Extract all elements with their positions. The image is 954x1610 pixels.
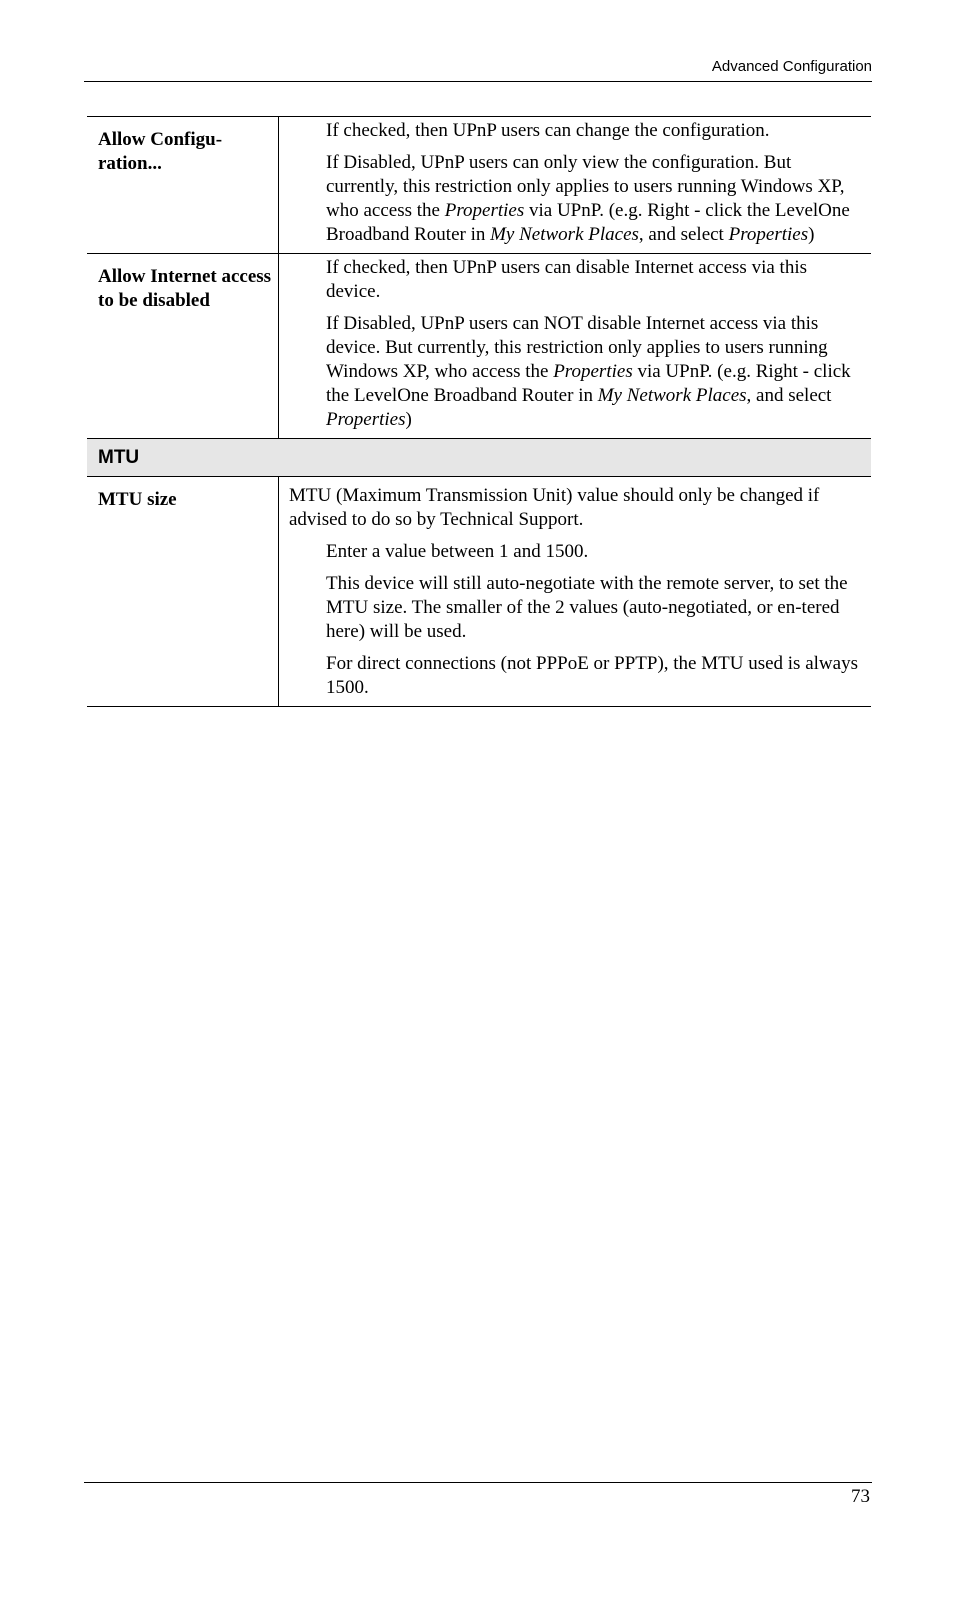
section-title: MTU [87, 439, 871, 477]
setting-term: MTU size [87, 477, 279, 707]
page-number: 73 [851, 1486, 870, 1507]
description-paragraph: Enter a value between 1 and 1500. [326, 541, 589, 562]
emphasis-text: Properties [728, 224, 809, 245]
setting-description [279, 477, 872, 707]
emphasis-text: Properties [553, 361, 633, 382]
setting-description [279, 254, 872, 439]
running-header: Advanced Configuration [711, 58, 872, 75]
setting-term: Allow Internet access to be disabled [87, 254, 279, 439]
setting-description [279, 117, 872, 254]
description-paragraph: If Disabled, UPnP users can NOT disable Internet access via this device. But currently, this restriction only applies to users running Windows XP, who access the Properties via UPnP. (e.g. Right - click the LevelOne Broadband Router in My Network Places, and select Properties) [326, 313, 851, 430]
description-paragraph: If checked, then UPnP users can disable Internet access via this device. [326, 257, 807, 302]
table-row [87, 254, 871, 439]
emphasis-text: My Network Places [490, 224, 639, 245]
emphasis-text: Properties [444, 200, 525, 221]
emphasis-text: My Network Places [597, 385, 747, 406]
header-rule [84, 81, 872, 82]
settings-table [87, 116, 871, 707]
emphasis-text: Properties [326, 409, 406, 430]
description-paragraph: For direct connections (not PPPoE or PPTP), the MTU used is always 1500. [326, 653, 858, 698]
setting-term: Allow Configu-ration... [87, 117, 279, 254]
description-paragraph: This device will still auto-negotiate with the remote server, to set the MTU size. The smaller of the 2 values (auto-negotiated, or en-tered here) will be used. [326, 573, 848, 642]
description-paragraph: If Disabled, UPnP users can only view the configuration. But currently, this restriction only applies to users running Windows XP, who access the Properties via UPnP. (e.g. Right - click the LevelOne Broadband Router in My Network Places, and select Properties) [326, 152, 850, 245]
description-paragraph: MTU (Maximum Transmission Unit) value should only be changed if advised to do so by Technical Support. [289, 485, 820, 530]
footer-rule [84, 1482, 872, 1483]
table-row [87, 477, 871, 707]
table-row [87, 117, 871, 254]
section-header-row [87, 439, 871, 477]
description-paragraph: If checked, then UPnP users can change the configuration. [326, 120, 770, 141]
